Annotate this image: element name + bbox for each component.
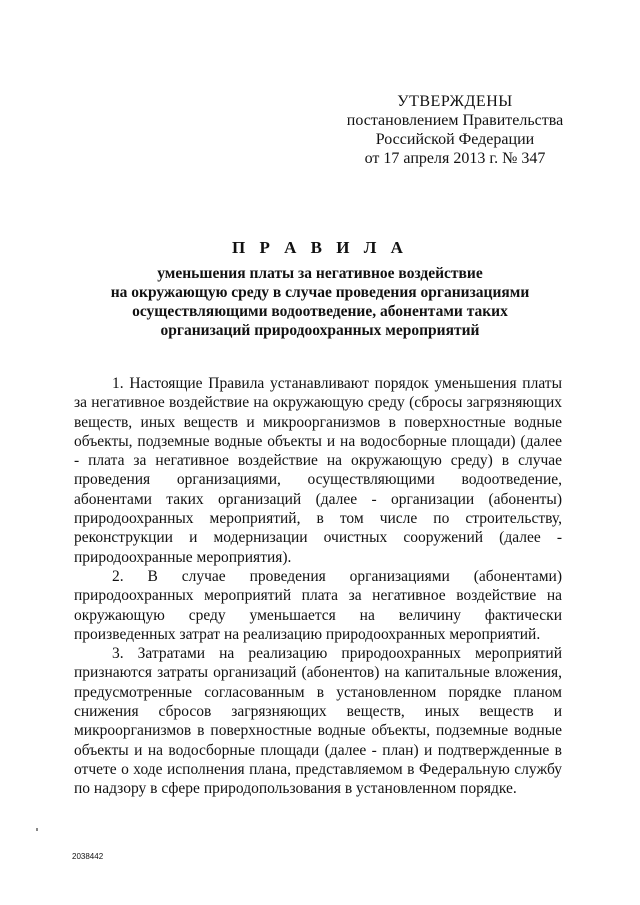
subtitle-line-3: осуществляющими водоотведение, абонентами таких [132,303,508,320]
paragraph-1: 1. Настоящие Правила устанавливают порядок уменьшения платы за негативное воздействие на окружающую среду (сбросы загрязняющих веществ, иных веществ и микроорганизмов в поверхностные водные объекты, подземные водные объекты и на водосборные площади) (далее - плата за негативное воздействие на окружающую среду) в случае проведения организациями, осуществляющими водоотведение, абонентами таких организаций (далее - организации (абоненты) природоохранных мероприятий, в том числе по строительству, реконструкции и модернизации очистных сооружений (далее - природоохранные мероприятия). [74,375,562,566]
approval-line-2: Российской Федерации [375,131,535,148]
approval-title: УТВЕРЖДЕНЫ [397,93,513,110]
approval-line-1: постановлением Правительства [346,112,564,129]
subtitle-line-1: уменьшения платы за негативное воздействие [157,265,483,282]
approval-stamp [340,92,570,168]
document-code: 2038442 [72,852,104,861]
subtitle-line-4: организаций природоохранных мероприятий [160,322,480,339]
subtitle-line-2: на окружающую среду в случае проведения организациями [110,284,530,301]
approval-line-3: от 17 апреля 2013 г. № 347 [364,150,546,167]
rules-body [74,374,562,799]
rules-subtitle [70,264,570,340]
scan-artifact [36,828,38,831]
paragraph-3: 3. Затратами на реализацию природоохранных мероприятий признаются затраты организаций (абонентов) на капитальные вложения, предусмотренные согласованным в установленном порядке планом снижения сбросов загрязняющих веществ, иных веществ и микроорганизмов в поверхностные водные объекты, подземные водные объекты и на водосборные площади (далее - план) и подтвержденные в отчете о ходе исполнения плана, представляемом в Федеральную службу по надзору в сфере природопользования в установленном порядке. [74,645,562,798]
paragraph-2: 2. В случае проведения организациями (абонентами) природоохранных мероприятий плата за негативное воздействие на окружающую среду уменьшается на величину фактически произведенных затрат на реализацию природоохранных мероприятий. [74,567,562,643]
rules-title: П Р А В И Л А [232,238,408,257]
